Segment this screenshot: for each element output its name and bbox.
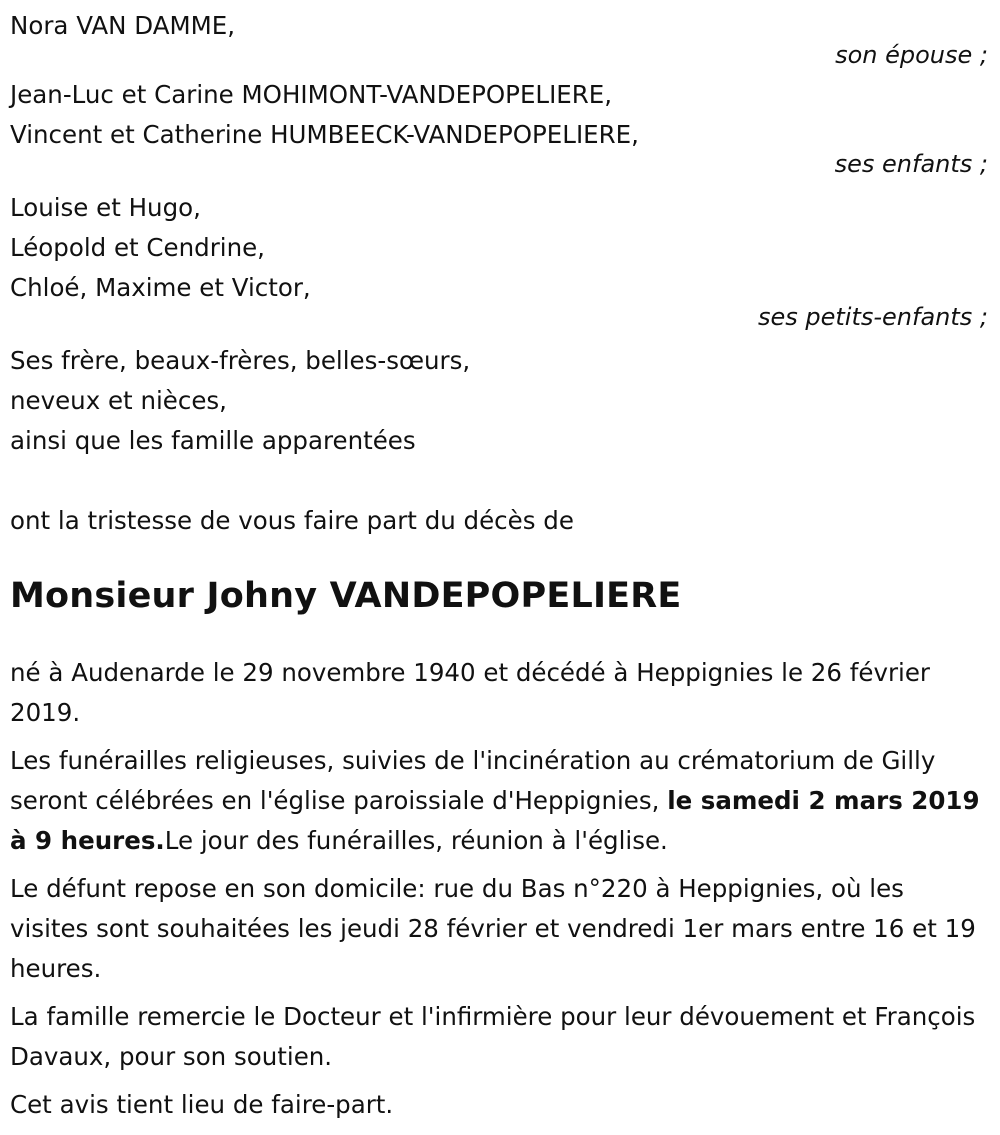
visitation-text: Le défunt repose en son domicile: rue du Bas n°220 à Heppignies, où les visites sont souhaitées les jeudi 28 février et vendredi 1er mars entre 16 et 19 heures. [10, 874, 976, 983]
closing-text: Cet avis tient lieu de faire-part. [10, 1090, 394, 1119]
grandchild-line: Louise et Hugo, [10, 193, 201, 222]
child-line: Jean-Luc et Carine MOHIMONT-VANDEPOPELIERE, [10, 80, 613, 109]
other-relatives-section [10, 341, 990, 461]
relatives-line: ainsi que les famille apparentées [10, 426, 416, 455]
relatives-line: neveux et nièces, [10, 386, 227, 415]
funeral-paragraph [10, 741, 990, 861]
funeral-date: le samedi 2 mars 2019 à 9 heures. [10, 786, 980, 855]
spouse-relation: son épouse ; [835, 41, 988, 69]
children-section [10, 75, 990, 176]
grandchild-line: Léopold et Cendrine, [10, 233, 265, 262]
children-relation: ses enfants ; [834, 150, 988, 178]
spouse-name: Nora VAN DAMME, [10, 11, 235, 40]
deceased-name: Monsieur Johny VANDEPOPELIERE [10, 576, 682, 616]
grandchildren-relation: ses petits-enfants ; [757, 303, 988, 331]
child-line: Vincent et Catherine HUMBEECK-VANDEPOPELIERE, [10, 120, 639, 149]
grandchild-line: Chloé, Maxime et Victor, [10, 273, 311, 302]
funeral-text: Les funérailles religieuses, suivies de l'incinération au crématorium de Gilly seront célébrées en l'église paroissiale d'Heppignies, [10, 746, 936, 815]
birth-death-text: né à Audenarde le 29 novembre 1940 et décédé à Heppignies le 26 février 2019. [10, 658, 930, 727]
thanks-text: La famille remercie le Docteur et l'infirmière pour leur dévouement et François Davaux, pour son soutien. [10, 1002, 976, 1071]
grandchildren-section [10, 188, 990, 329]
spouse-section [10, 0, 990, 67]
funeral-meeting: Le jour des funérailles, réunion à l'église. [164, 826, 668, 855]
relatives-line: Ses frère, beaux-frères, belles-sœurs, [10, 346, 471, 375]
announcement-text: ont la tristesse de vous faire part du décès de [10, 506, 574, 535]
